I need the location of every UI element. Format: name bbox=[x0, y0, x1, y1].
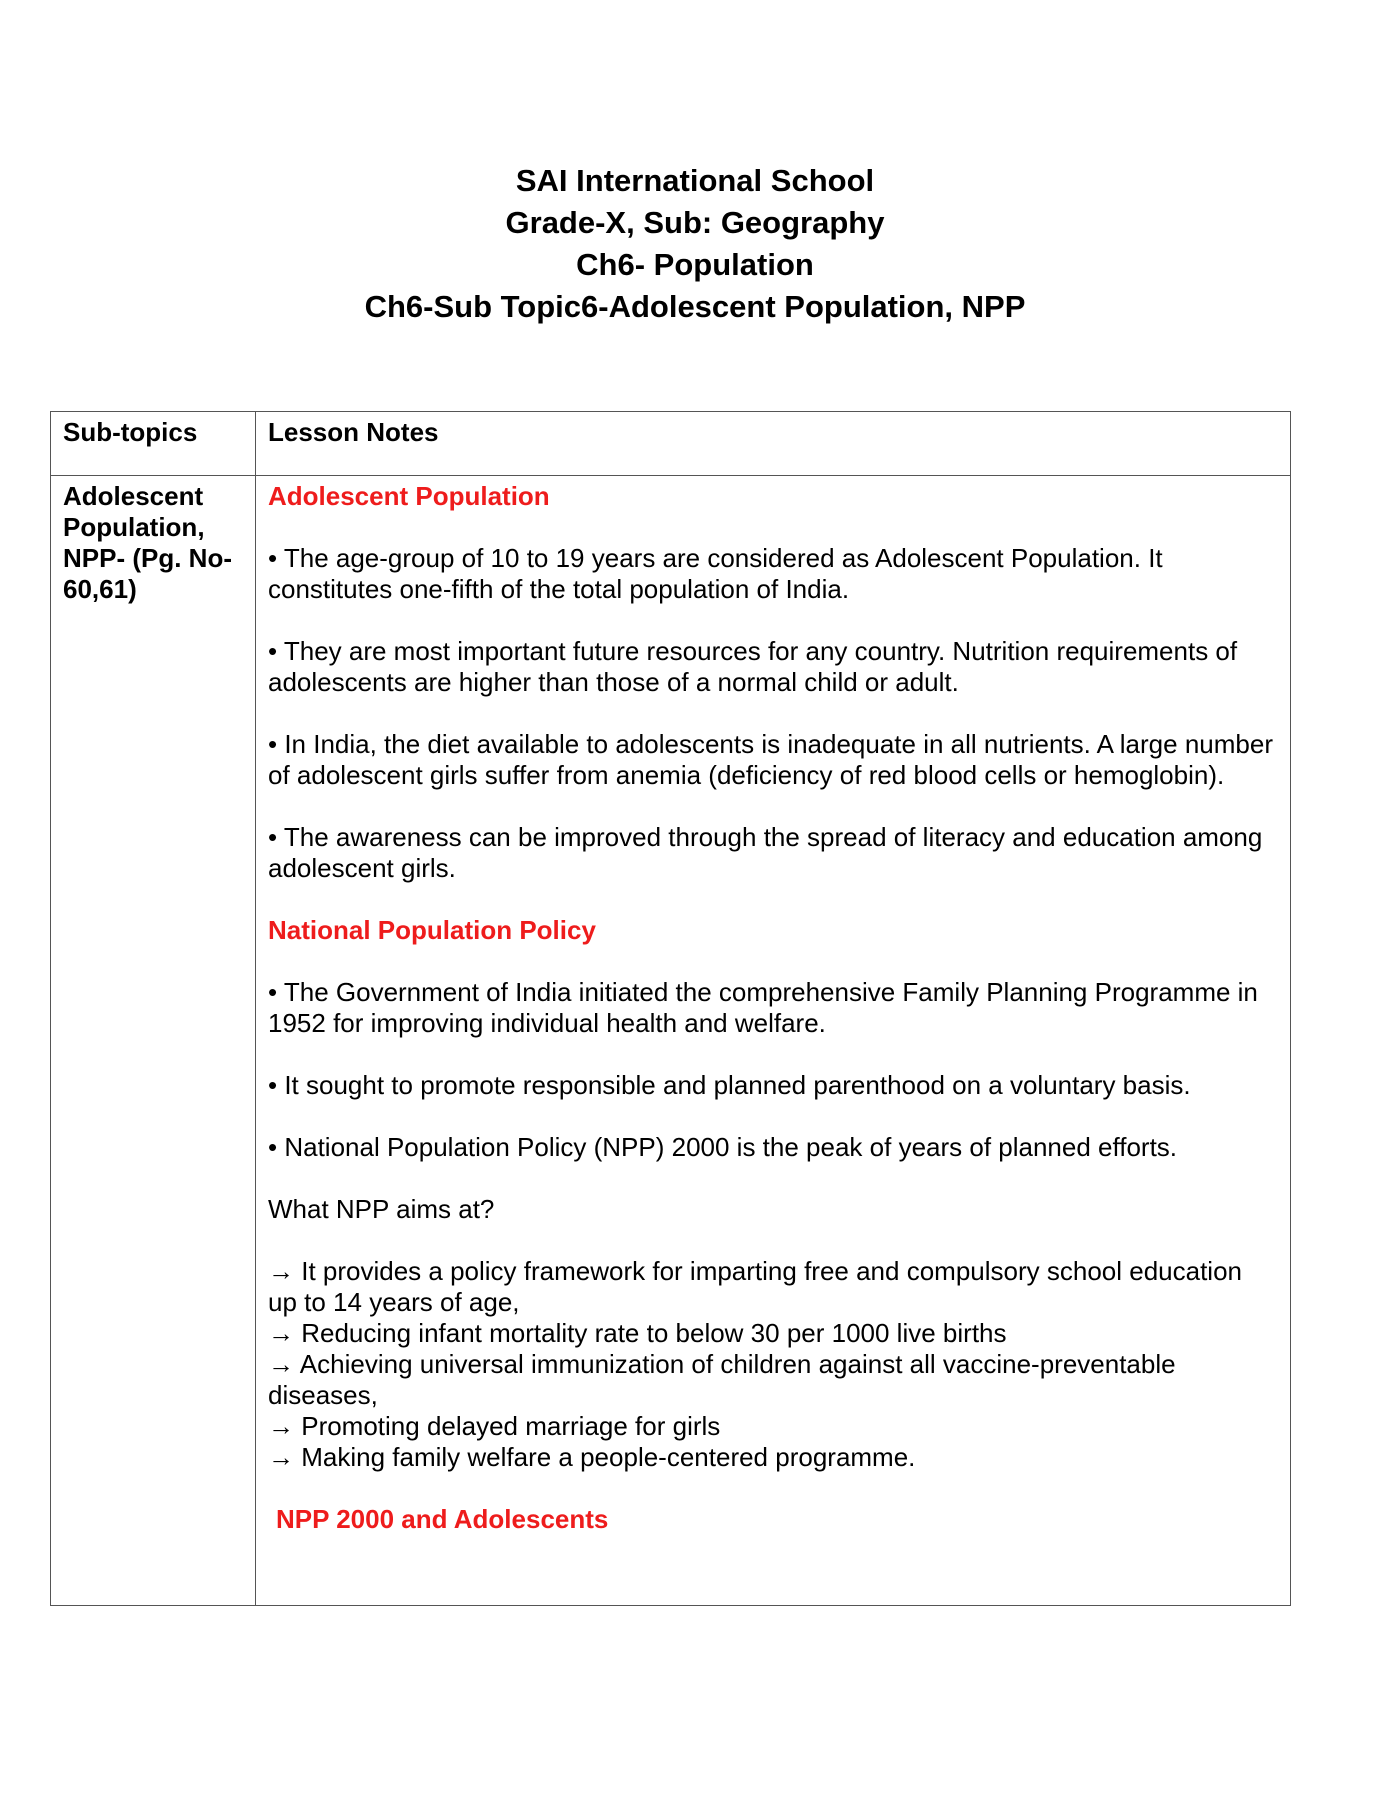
lesson-notes-table bbox=[50, 411, 1291, 1606]
aim-item: → Achieving universal immunization of children against all vaccine-preventable diseases, bbox=[268, 1349, 1176, 1410]
section-heading-npp-adolescents: NPP 2000 and Adolescents bbox=[276, 1504, 609, 1534]
section-heading-npp: National Population Policy bbox=[268, 915, 596, 945]
chapter-title: Ch6- Population bbox=[576, 247, 814, 282]
table-header-row bbox=[51, 412, 1291, 476]
subtopic-title: Ch6-Sub Topic6-Adolescent Population, NPP bbox=[364, 289, 1026, 324]
lesson-notes-cell bbox=[256, 476, 1291, 1606]
document-header bbox=[0, 160, 1390, 328]
column-header-lesson-notes: Lesson Notes bbox=[256, 412, 1291, 476]
school-name: SAI International School bbox=[515, 163, 875, 198]
grade-subject: Grade-X, Sub: Geography bbox=[505, 205, 885, 240]
bullet-point: • They are most important future resources for any country. Nutrition requirements of adolescents are higher than those of a normal child or adult. bbox=[268, 636, 1238, 697]
column-header-subtopics: Sub-topics bbox=[51, 412, 256, 476]
aim-item: → Reducing infant mortality rate to below 30 per 1000 live births bbox=[268, 1318, 1007, 1348]
subtopic-cell: Adolescent Population, NPP- (Pg. No-60,61) bbox=[51, 476, 256, 1606]
bullet-point: • It sought to promote responsible and planned parenthood on a voluntary basis. bbox=[268, 1070, 1191, 1100]
bullet-point: • The age-group of 10 to 19 years are considered as Adolescent Population. It constitutes one-fifth of the total population of India. bbox=[268, 543, 1163, 604]
section-heading-adolescent: Adolescent Population bbox=[268, 481, 550, 511]
aim-item: → Promoting delayed marriage for girls bbox=[268, 1411, 721, 1441]
bullet-point: • The Government of India initiated the comprehensive Family Planning Programme in 1952 for improving individual health and welfare. bbox=[268, 977, 1258, 1038]
aim-item: → It provides a policy framework for imparting free and compulsory school education up to 14 years of age, bbox=[268, 1256, 1242, 1317]
bullet-point: • The awareness can be improved through the spread of literacy and education among adolescent girls. bbox=[268, 822, 1263, 883]
aims-question: What NPP aims at? bbox=[268, 1194, 495, 1224]
aim-item: → Making family welfare a people-centered programme. bbox=[268, 1442, 916, 1472]
bullet-point: • In India, the diet available to adolescents is inadequate in all nutrients. A large number of adolescent girls suffer from anemia (deficiency of red blood cells or hemoglobin). bbox=[268, 729, 1273, 790]
bullet-point: • National Population Policy (NPP) 2000 is the peak of years of planned efforts. bbox=[268, 1132, 1178, 1162]
table-row bbox=[51, 476, 1291, 1606]
